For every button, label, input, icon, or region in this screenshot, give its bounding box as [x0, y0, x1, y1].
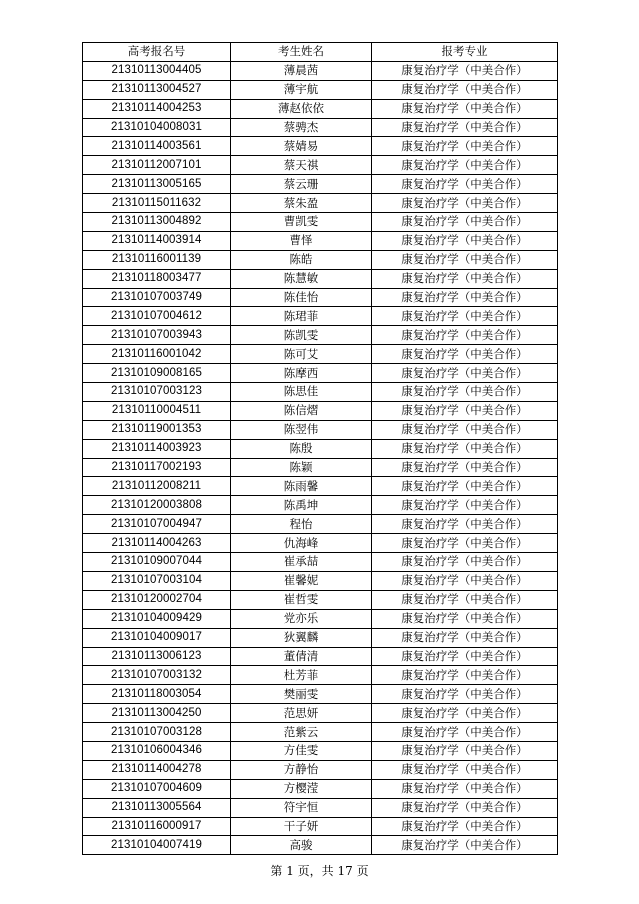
cell-exam-number: 21310113004892 [83, 213, 231, 232]
table-row [83, 99, 558, 118]
cell-exam-number: 21310112008211 [83, 477, 231, 496]
cell-major: 康复治疗学（中美合作） [372, 609, 558, 628]
header-row [83, 43, 558, 62]
table-row [83, 80, 558, 99]
cell-exam-number: 21310114003561 [83, 137, 231, 156]
cell-student-name: 陈珺菲 [231, 307, 372, 326]
cell-major: 康复治疗学（中美合作） [372, 137, 558, 156]
cell-student-name: 蔡骋杰 [231, 118, 372, 137]
table-row [83, 836, 558, 855]
table-row [83, 628, 558, 647]
cell-exam-number: 21310120003808 [83, 496, 231, 515]
cell-student-name: 陈慧敏 [231, 269, 372, 288]
cell-major: 康复治疗学（中美合作） [372, 477, 558, 496]
table-row [83, 515, 558, 534]
cell-student-name: 陈佳怡 [231, 288, 372, 307]
cell-student-name: 杜芳菲 [231, 666, 372, 685]
table-row [83, 798, 558, 817]
table-row [83, 760, 558, 779]
cell-exam-number: 21310113006123 [83, 647, 231, 666]
cell-student-name: 方佳雯 [231, 741, 372, 760]
cell-student-name: 蔡云珊 [231, 175, 372, 194]
cell-exam-number: 21310113005165 [83, 175, 231, 194]
cell-student-name: 薄晨茜 [231, 61, 372, 80]
cell-exam-number: 21310117002193 [83, 458, 231, 477]
cell-major: 康复治疗学（中美合作） [372, 383, 558, 402]
cell-student-name: 陈殷 [231, 439, 372, 458]
cell-major: 康复治疗学（中美合作） [372, 213, 558, 232]
cell-major: 康复治疗学（中美合作） [372, 439, 558, 458]
cell-student-name: 樊丽雯 [231, 685, 372, 704]
cell-major: 康复治疗学（中美合作） [372, 458, 558, 477]
cell-major: 康复治疗学（中美合作） [372, 194, 558, 213]
cell-student-name: 党亦乐 [231, 609, 372, 628]
cell-exam-number: 21310113005564 [83, 798, 231, 817]
cell-student-name: 蔡朱盈 [231, 194, 372, 213]
cell-exam-number: 21310104008031 [83, 118, 231, 137]
cell-major: 康复治疗学（中美合作） [372, 779, 558, 798]
cell-exam-number: 21310114003923 [83, 439, 231, 458]
cell-major: 康复治疗学（中美合作） [372, 534, 558, 553]
cell-major: 康复治疗学（中美合作） [372, 118, 558, 137]
cell-student-name: 薄赵依依 [231, 99, 372, 118]
cell-student-name: 陈信熠 [231, 401, 372, 420]
cell-exam-number: 21310116000917 [83, 817, 231, 836]
cell-student-name: 陈摩西 [231, 364, 372, 383]
table-row [83, 250, 558, 269]
cell-exam-number: 21310116001139 [83, 250, 231, 269]
cell-exam-number: 21310107003123 [83, 383, 231, 402]
table-row [83, 364, 558, 383]
cell-exam-number: 21310107004609 [83, 779, 231, 798]
cell-exam-number: 21310115011632 [83, 194, 231, 213]
cell-major: 康复治疗学（中美合作） [372, 364, 558, 383]
cell-student-name: 曹怿 [231, 231, 372, 250]
cell-student-name: 薄宇航 [231, 80, 372, 99]
table-row [83, 345, 558, 364]
cell-exam-number: 21310114004253 [83, 99, 231, 118]
cell-major: 康复治疗学（中美合作） [372, 685, 558, 704]
cell-major: 康复治疗学（中美合作） [372, 590, 558, 609]
table-row [83, 534, 558, 553]
table-body [83, 61, 558, 854]
table-row [83, 439, 558, 458]
cell-major: 康复治疗学（中美合作） [372, 175, 558, 194]
cell-major: 康复治疗学（中美合作） [372, 231, 558, 250]
cell-exam-number: 21310107003132 [83, 666, 231, 685]
cell-exam-number: 21310107003128 [83, 723, 231, 742]
table-row [83, 741, 558, 760]
cell-exam-number: 21310104009017 [83, 628, 231, 647]
cell-student-name: 陈颖 [231, 458, 372, 477]
table-row [83, 231, 558, 250]
table-row [83, 666, 558, 685]
cell-exam-number: 21310118003054 [83, 685, 231, 704]
cell-student-name: 曹凯雯 [231, 213, 372, 232]
cell-exam-number: 21310118003477 [83, 269, 231, 288]
cell-major: 康复治疗学（中美合作） [372, 401, 558, 420]
table-row [83, 213, 558, 232]
header-student-name: 考生姓名 [231, 43, 372, 62]
cell-student-name: 陈雨馨 [231, 477, 372, 496]
table-row [83, 590, 558, 609]
cell-student-name: 范紫云 [231, 723, 372, 742]
cell-major: 康复治疗学（中美合作） [372, 61, 558, 80]
cell-student-name: 董倩清 [231, 647, 372, 666]
table-row [83, 118, 558, 137]
cell-exam-number: 21310113004405 [83, 61, 231, 80]
cell-exam-number: 21310114003914 [83, 231, 231, 250]
cell-student-name: 陈翌伟 [231, 420, 372, 439]
cell-major: 康复治疗学（中美合作） [372, 666, 558, 685]
cell-student-name: 崔哲雯 [231, 590, 372, 609]
table-row [83, 477, 558, 496]
cell-major: 康复治疗学（中美合作） [372, 723, 558, 742]
cell-student-name: 崔承喆 [231, 553, 372, 572]
cell-student-name: 陈皓 [231, 250, 372, 269]
table-row [83, 571, 558, 590]
cell-major: 康复治疗学（中美合作） [372, 760, 558, 779]
table-row [83, 458, 558, 477]
page-number: 第 1 页，共 17 页 [270, 864, 369, 878]
table-row [83, 401, 558, 420]
cell-exam-number: 21310116001042 [83, 345, 231, 364]
table-row [83, 704, 558, 723]
cell-student-name: 方静怡 [231, 760, 372, 779]
table-row [83, 307, 558, 326]
cell-exam-number: 21310104007419 [83, 836, 231, 855]
cell-student-name: 程怡 [231, 515, 372, 534]
table-row [83, 269, 558, 288]
cell-student-name: 陈可艾 [231, 345, 372, 364]
cell-major: 康复治疗学（中美合作） [372, 326, 558, 345]
table-row [83, 326, 558, 345]
cell-student-name: 蔡婧易 [231, 137, 372, 156]
admission-table [82, 42, 558, 855]
cell-student-name: 高骏 [231, 836, 372, 855]
cell-exam-number: 21310104009429 [83, 609, 231, 628]
cell-student-name: 仇海峰 [231, 534, 372, 553]
cell-major: 康复治疗学（中美合作） [372, 571, 558, 590]
table-row [83, 496, 558, 515]
table-row [83, 553, 558, 572]
cell-major: 康复治疗学（中美合作） [372, 628, 558, 647]
cell-student-name: 崔馨妮 [231, 571, 372, 590]
cell-student-name: 范思妍 [231, 704, 372, 723]
cell-major: 康复治疗学（中美合作） [372, 704, 558, 723]
table-row [83, 723, 558, 742]
cell-exam-number: 21310107003104 [83, 571, 231, 590]
cell-exam-number: 21310119001353 [83, 420, 231, 439]
table-row [83, 156, 558, 175]
cell-student-name: 符宇恒 [231, 798, 372, 817]
cell-major: 康复治疗学（中美合作） [372, 307, 558, 326]
cell-major: 康复治疗学（中美合作） [372, 420, 558, 439]
cell-exam-number: 21310113004250 [83, 704, 231, 723]
cell-major: 康复治疗学（中美合作） [372, 269, 558, 288]
cell-student-name: 狄翼麟 [231, 628, 372, 647]
cell-major: 康复治疗学（中美合作） [372, 156, 558, 175]
cell-major: 康复治疗学（中美合作） [372, 836, 558, 855]
table-row [83, 194, 558, 213]
table-row [83, 137, 558, 156]
cell-major: 康复治疗学（中美合作） [372, 817, 558, 836]
table-header [83, 43, 558, 62]
table-row [83, 779, 558, 798]
table-row [83, 685, 558, 704]
header-exam-number: 高考报名号 [83, 43, 231, 62]
cell-exam-number: 21310113004527 [83, 80, 231, 99]
table-row [83, 61, 558, 80]
cell-major: 康复治疗学（中美合作） [372, 99, 558, 118]
cell-exam-number: 21310106004346 [83, 741, 231, 760]
cell-major: 康复治疗学（中美合作） [372, 798, 558, 817]
cell-student-name: 方樱滢 [231, 779, 372, 798]
cell-student-name: 干子妍 [231, 817, 372, 836]
cell-major: 康复治疗学（中美合作） [372, 496, 558, 515]
cell-major: 康复治疗学（中美合作） [372, 515, 558, 534]
cell-exam-number: 21310109007044 [83, 553, 231, 572]
cell-student-name: 陈禹坤 [231, 496, 372, 515]
table-row [83, 288, 558, 307]
cell-major: 康复治疗学（中美合作） [372, 647, 558, 666]
cell-exam-number: 21310110004511 [83, 401, 231, 420]
cell-major: 康复治疗学（中美合作） [372, 80, 558, 99]
cell-exam-number: 21310107004612 [83, 307, 231, 326]
table-row [83, 609, 558, 628]
cell-exam-number: 21310112007101 [83, 156, 231, 175]
table-row [83, 383, 558, 402]
table-row [83, 175, 558, 194]
header-major: 报考专业 [372, 43, 558, 62]
cell-major: 康复治疗学（中美合作） [372, 250, 558, 269]
cell-exam-number: 21310120002704 [83, 590, 231, 609]
cell-major: 康复治疗学（中美合作） [372, 553, 558, 572]
cell-student-name: 蔡天祺 [231, 156, 372, 175]
cell-major: 康复治疗学（中美合作） [372, 345, 558, 364]
cell-exam-number: 21310107004947 [83, 515, 231, 534]
table-row [83, 817, 558, 836]
cell-student-name: 陈思佳 [231, 383, 372, 402]
cell-major: 康复治疗学（中美合作） [372, 741, 558, 760]
cell-exam-number: 21310109008165 [83, 364, 231, 383]
table-row [83, 647, 558, 666]
table-row [83, 420, 558, 439]
cell-student-name: 陈凯雯 [231, 326, 372, 345]
cell-exam-number: 21310114004278 [83, 760, 231, 779]
cell-exam-number: 21310114004263 [83, 534, 231, 553]
cell-exam-number: 21310107003943 [83, 326, 231, 345]
cell-exam-number: 21310107003749 [83, 288, 231, 307]
cell-major: 康复治疗学（中美合作） [372, 288, 558, 307]
